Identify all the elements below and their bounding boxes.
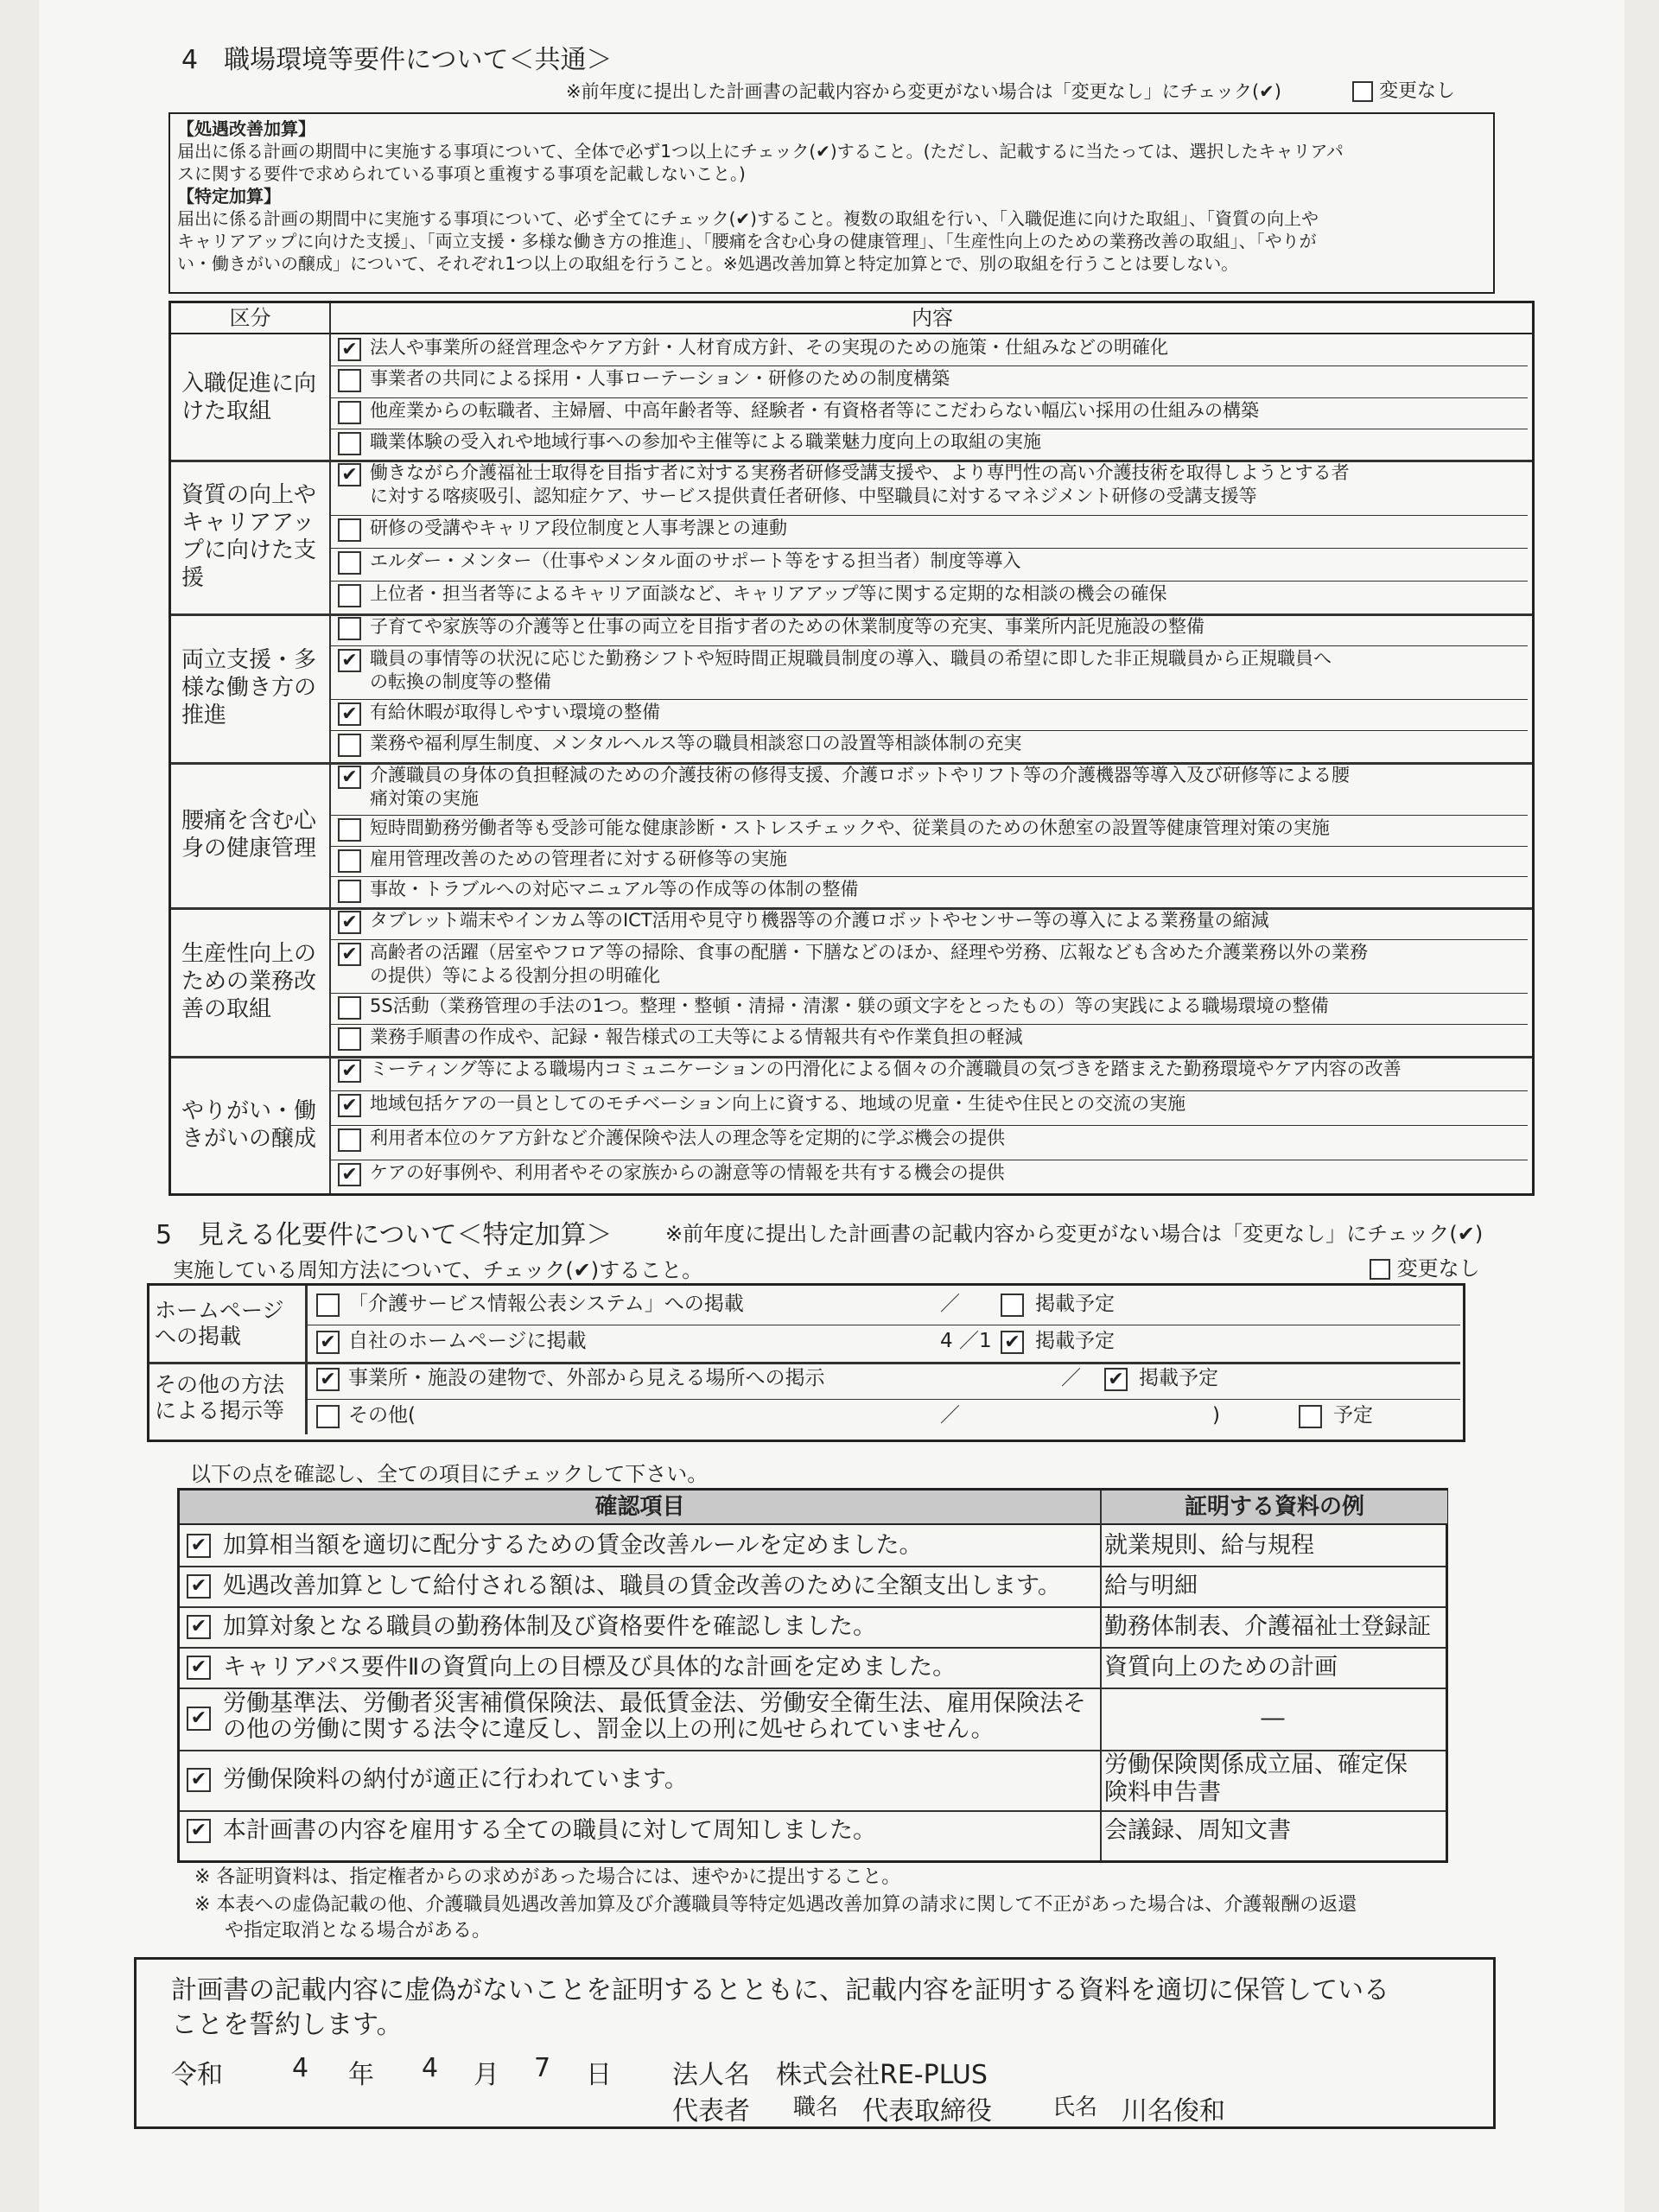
requirement-text (370, 517, 787, 540)
requirement-text-line: 事業者の共同による採用・人事ローテーション・研修のための制度構築 (370, 368, 950, 390)
requirement-row[interactable] (331, 365, 1528, 397)
plan-checkbox[interactable] (1001, 1294, 1024, 1317)
note-1: ※ 各証明資料は、指定権者からの求めがあった場合には、速やかに提出すること。 (194, 1866, 901, 1888)
visibility-row[interactable] (309, 1362, 1459, 1398)
requirement-row[interactable] (331, 645, 1528, 699)
requirement-text-line: ケアの好事例や、利用者やその家族からの謝意等の情報を共有する機会の提供 (370, 1162, 1005, 1183)
requirement-row[interactable] (331, 876, 1528, 907)
requirement-checkbox[interactable]: ✔ (338, 943, 361, 966)
note-2: ※ 本表への虚偽記載の他、介護職員処遇改善加算及び介護職員等特定処遇改善加算の請求に関して不正があった場合は、介護報酬の返還 (194, 1894, 1357, 1916)
instruction-heading: 【特定加算】 (177, 186, 281, 207)
month-value[interactable]: 4 (422, 2053, 439, 2083)
section4-title: 4 職場環境等要件について＜共通＞ (181, 45, 613, 75)
requirement-checkbox[interactable] (338, 849, 361, 873)
requirement-row[interactable] (331, 939, 1528, 993)
confirm-text (223, 1817, 876, 1845)
requirement-checkbox[interactable] (338, 584, 361, 607)
requirement-row[interactable] (331, 762, 1528, 815)
requirement-text-line: 上位者・担当者等によるキャリア面談など、キャリアアップ等に関する定期的な相談の機会の確保 (370, 583, 1167, 605)
requirement-checkbox[interactable] (338, 818, 361, 842)
date-field[interactable]: ／ (940, 1293, 960, 1315)
confirm-text-line: 労働基準法、労働者災害補償保険法、最低賃金法、労働安全衛生法、雇用保険法そ (223, 1690, 1086, 1717)
requirement-text (370, 1026, 1023, 1049)
requirement-text-line: 働きながら介護福祉士取得を目指す者に対する実務者研修受講支援や、より専門性の高い介護技術を取得しようとする者 (370, 462, 1350, 483)
requirement-checkbox[interactable]: ✔ (338, 463, 361, 486)
requirement-text (370, 461, 1350, 508)
note-2-cont: や指定取消となる場合がある。 (225, 1920, 492, 1942)
requirement-text-line: 高齢者の活躍（居室やフロア等の掃除、食事の配膳・下膳などのほか、経理や労務、広報なども含めた介護業務以外の業務 (370, 941, 1368, 963)
rep-name[interactable]: 川名俊和 (1122, 2096, 1225, 2126)
requirement-checkbox[interactable] (338, 1128, 361, 1152)
section5-no-change[interactable]: 変更なし (1370, 1251, 1480, 1281)
confirm-row[interactable] (180, 1566, 1100, 1606)
requirement-text (370, 1127, 1005, 1150)
no-change-checkbox[interactable] (1352, 81, 1373, 102)
evidence-doc (1104, 1654, 1441, 1681)
confirm-row[interactable] (180, 1647, 1100, 1688)
requirement-checkbox[interactable] (338, 518, 361, 542)
name-label: 氏名 (1052, 2094, 1098, 2120)
year-value[interactable]: 4 (292, 2053, 309, 2083)
confirm-row[interactable] (180, 1750, 1100, 1810)
date-field[interactable]: ／ (1061, 1367, 1081, 1389)
oath-text: ことを誓約します。 (171, 2010, 403, 2040)
requirement-text-line: 利用者本位のケア方針など介護保険や法人の理念等を定期的に学ぶ機会の提供 (370, 1128, 1005, 1148)
form-page (39, 0, 1624, 2212)
year-label: 年 (348, 2060, 374, 2090)
requirement-text (370, 430, 1041, 454)
confirmation-table (177, 1488, 1448, 1863)
requirement-text (370, 550, 1020, 573)
requirement-text-line: 地域包括ケアの一員としてのモチベーション向上に資する、地域の児童・生徒や住民との交流の実施 (370, 1093, 1186, 1114)
requirement-text (370, 995, 1329, 1018)
evidence-doc (1104, 1705, 1441, 1732)
category-label: 生産性向上のための業務改善の取組 (181, 941, 317, 1022)
requirement-checkbox[interactable]: ✔ (338, 911, 361, 934)
category-label: 両立支援・多様な働き方の推進 (181, 647, 317, 728)
requirement-checkbox[interactable] (338, 551, 361, 575)
rep-title[interactable]: 代表取締役 (862, 2096, 992, 2126)
confirm-text (223, 1573, 1061, 1600)
category-label: 資質の向上やキャリアアップに向けた支援 (181, 482, 317, 591)
evidence-doc-line: 給与明細 (1104, 1572, 1198, 1599)
section4-no-change[interactable]: 変更なし (1352, 76, 1455, 103)
confirm-text-line: キャリアパス要件Ⅱの資質向上の目標及び具体的な計画を定めました。 (223, 1653, 957, 1681)
evidence-doc-line: 会議録、周知文書 (1104, 1816, 1291, 1844)
requirement-text-line: 雇用管理改善のための管理者に対する研修等の実施 (370, 848, 787, 869)
requirement-text-line: エルダー・メンター（仕事やメンタル面のサポート等をする担当者）制度等導入 (370, 550, 1021, 572)
requirement-checkbox[interactable]: ✔ (338, 766, 361, 789)
requirement-row[interactable] (331, 429, 1528, 460)
requirement-row[interactable] (331, 1024, 1528, 1056)
col-docs-header: 証明する資料の例 (1100, 1491, 1447, 1525)
method-checkbox[interactable] (316, 1294, 340, 1317)
instruction-text: キャリアアップに向けた支援」、「両立支援・多様な働き方の推進」、「腰痛を含む心身の健康管理」、「生産性向上のための業務改善の取組」、「やりが (177, 231, 1317, 251)
requirement-text-line: 業務や福利厚生制度、メンタルヘルス等の職員相談窓口の設置等相談体制の充実 (370, 733, 1022, 754)
instruction-text: 届出に係る計画の期間中に実施する事項について、全体で必ず1つ以上にチェック(✔)すること。(ただし、記載するに当たっては、選択したキャリアパ (177, 141, 1344, 162)
evidence-doc (1104, 1613, 1441, 1641)
requirement-text (370, 367, 950, 391)
confirm-text (223, 1613, 876, 1641)
method-checkbox[interactable]: ✔ (316, 1331, 340, 1354)
section4-note: ※前年度に提出した計画書の記載内容から変更がない場合は「変更なし」にチェック(✔) (566, 81, 1281, 102)
requirement-checkbox[interactable] (338, 880, 361, 903)
requirement-text (370, 941, 1368, 988)
category-label: 入職促進に向けた取組 (181, 370, 317, 424)
requirement-checkbox[interactable]: ✔ (338, 1163, 361, 1186)
requirement-checkbox[interactable] (338, 401, 361, 424)
method-text: 事業所・施設の建物で、外部から見える場所への掲示 (348, 1367, 825, 1389)
section5-note: ※前年度に提出した計画書の記載内容から変更がない場合は「変更なし」にチェック(✔) (665, 1222, 1484, 1246)
requirement-checkbox[interactable]: ✔ (338, 338, 361, 361)
requirement-row[interactable] (331, 993, 1528, 1025)
requirement-text (370, 848, 787, 871)
plan-label: 予定 (1333, 1404, 1373, 1427)
requirement-checkbox[interactable] (338, 734, 361, 757)
evidence-doc-line: 就業規則、給与規程 (1104, 1531, 1314, 1559)
requirement-text (370, 1058, 1402, 1081)
requirement-row[interactable] (331, 397, 1528, 429)
requirement-checkbox[interactable] (338, 1027, 361, 1051)
evidence-doc-line: ― (1261, 1705, 1285, 1732)
corp-label: 法人名 (672, 2060, 750, 2090)
requirement-text-line: 職員の事情等の状況に応じた勤務シフトや短時間正規職員制度の導入、職員の希望に即した非正規職員から正規職員へ (370, 647, 1332, 669)
date-field[interactable]: 4 ／1 (940, 1330, 992, 1352)
requirement-text (370, 1161, 1005, 1185)
requirement-text (370, 615, 1205, 639)
visibility-row[interactable] (309, 1399, 1459, 1435)
visibility-row[interactable] (309, 1287, 1459, 1324)
title-label: 職名 (793, 2094, 839, 2120)
rep-label: 代表者 (672, 2096, 750, 2126)
confirm-row[interactable] (180, 1525, 1100, 1566)
requirement-row[interactable] (331, 815, 1528, 846)
confirm-checkbox[interactable]: ✔ (187, 1574, 211, 1599)
section5-subtitle: 実施している周知方法について、チェック(✔)すること。 (173, 1258, 703, 1282)
confirm-checkbox[interactable]: ✔ (187, 1534, 211, 1558)
requirement-row[interactable] (331, 699, 1528, 731)
plan-checkbox[interactable]: ✔ (1001, 1331, 1024, 1354)
requirement-text-line: 法人や事業所の経営理念やケア方針・人材育成方針、その実現のための施策・仕組みなどの明確化 (370, 337, 1168, 358)
evidence-doc (1104, 1751, 1441, 1807)
requirement-row[interactable] (331, 334, 1528, 365)
instruction-heading: 【処遇改善加算】 (177, 118, 315, 139)
category-other: その他の方法による掲示等 (155, 1372, 285, 1423)
confirm-checkbox[interactable]: ✔ (187, 1819, 211, 1843)
requirement-checkbox[interactable] (338, 617, 361, 640)
requirement-text-line: に対する喀痰吸引、認知症ケア、サービス提供責任者研修、中堅職員に対するマネジメント研修の受講支援等 (370, 486, 1257, 506)
confirm-checkbox[interactable]: ✔ (187, 1656, 211, 1680)
visibility-table (147, 1283, 1465, 1442)
requirement-text-line: タブレット端末やインカム等のICT活用や見守り機器等の介護ロボットやセンサー等の導入による業務量の縮減 (370, 910, 1269, 931)
confirm-checkbox[interactable]: ✔ (187, 1615, 211, 1639)
confirm-text (223, 1766, 688, 1794)
plan-label: 掲載予定 (1035, 1293, 1115, 1315)
section5-title: 5 見える化要件について＜特定加算＞ (156, 1220, 613, 1250)
confirm-text-line: 本計画書の内容を雇用する全ての職員に対して周知しました。 (223, 1816, 876, 1844)
method-text: その他( (348, 1404, 416, 1427)
requirement-checkbox[interactable]: ✔ (338, 1059, 361, 1083)
requirement-row[interactable] (331, 613, 1528, 645)
confirm-checkbox[interactable]: ✔ (187, 1768, 211, 1792)
requirement-text-line: 研修の受講やキャリア段位制度と人事考課との連動 (370, 518, 787, 539)
method-checkbox[interactable]: ✔ (316, 1368, 340, 1391)
visibility-row[interactable] (309, 1325, 1459, 1361)
instruction-text: 届出に係る計画の期間中に実施する事項について、必ず全てにチェック(✔)すること。複数の取組を行い、「入職促進に向けた取組」、「資質の向上や (177, 208, 1319, 229)
confirm-row[interactable] (180, 1606, 1100, 1647)
requirement-text-line: 痛対策の実施 (370, 788, 479, 809)
requirement-text-line: 有給休暇が取得しやすい環境の整備 (370, 701, 660, 722)
requirement-text (370, 1092, 1185, 1116)
plan-checkbox[interactable]: ✔ (1104, 1368, 1128, 1391)
workplace-requirements-table (168, 301, 1535, 1196)
requirement-text-line: 他産業からの転職者、主婦層、中高年齢者等、経験者・有資格者等にこだわらない幅広い採用の仕組みの構築 (370, 399, 1259, 421)
evidence-doc (1104, 1573, 1441, 1600)
confirm-intro: 以下の点を確認し、全ての項目にチェックして下さい。 (190, 1462, 709, 1486)
plan-label: 掲載予定 (1035, 1330, 1115, 1352)
instructions-box (168, 112, 1495, 294)
requirement-text-line: 子育てや家族等の介護等と仕事の両立を目指す者のための休業制度等の充実、事業所内託児施設の整備 (370, 616, 1205, 637)
requirement-text-line: 事故・トラブルへの対応マニュアル等の作成等の体制の整備 (370, 879, 859, 900)
requirement-row[interactable] (331, 730, 1528, 762)
requirement-row[interactable] (331, 846, 1528, 877)
confirm-text (223, 1654, 956, 1681)
plan-label: 掲載予定 (1139, 1367, 1218, 1389)
era: 令和 (171, 2060, 223, 2090)
requirement-text-line: ミーティング等による職場内コミュニケーションの円滑化による個々の介護職員の気づきを踏まえた勤務環境やケア内容の改善 (370, 1058, 1402, 1079)
col-content-header: 内容 (329, 303, 1534, 334)
requirement-text (370, 878, 858, 901)
requirement-text (370, 817, 1330, 840)
confirm-text-line: 加算対象となる職員の勤務体制及び資格要件を確認しました。 (223, 1612, 876, 1640)
confirm-text (223, 1691, 1086, 1743)
requirement-text (370, 701, 660, 724)
requirement-text (370, 582, 1167, 606)
evidence-doc-line: 勤務体制表、介護福祉士登録証 (1104, 1612, 1431, 1640)
corp-name[interactable]: 株式会社RE-PLUS (776, 2060, 988, 2090)
evidence-doc-line: 資質向上のための計画 (1104, 1653, 1338, 1681)
requirement-text (370, 732, 1022, 755)
requirement-row[interactable] (331, 460, 1528, 515)
requirement-checkbox[interactable] (338, 996, 361, 1020)
date-field[interactable]: ／ (940, 1404, 960, 1427)
requirement-checkbox[interactable] (338, 369, 361, 392)
day-label: 日 (586, 2060, 612, 2090)
method-text: 自社のホームページに掲載 (348, 1330, 587, 1352)
requirement-text (370, 336, 1168, 359)
requirement-text-line: 短時間勤務労働者等も受診可能な健康診断・ストレスチェックや、従業員のための休憩室の設置等健康管理対策の実施 (370, 817, 1330, 838)
category-homepage: ホームページへの掲載 (155, 1298, 284, 1349)
requirement-row[interactable] (331, 1160, 1528, 1194)
oath-text: 計画書の記載内容に虚偽がないことを証明するとともに、記載内容を証明する資料を適切に保管している (171, 1975, 1389, 2005)
instruction-text: スに関する要件で求められている事項と重複する事項を記載しないこと。) (177, 163, 746, 184)
confirm-text-line: 労働保険料の納付が適正に行われています。 (223, 1766, 688, 1793)
requirement-checkbox[interactable]: ✔ (338, 702, 361, 726)
day-value[interactable]: 7 (534, 2053, 551, 2083)
method-checkbox[interactable] (316, 1405, 340, 1428)
category-label: やりがい・働きがいの醸成 (181, 1098, 317, 1152)
requirement-text-line: の提供）等による役割分担の明確化 (370, 964, 660, 986)
requirement-text-line: の転換の制度等の整備 (370, 671, 551, 692)
requirement-row[interactable] (331, 907, 1528, 939)
requirement-row[interactable] (331, 1125, 1528, 1160)
requirement-text (370, 909, 1269, 932)
confirm-row[interactable] (180, 1810, 1100, 1851)
confirm-text-line: の他の労働に関する法令に違反し、罰金以上の刑に処せられていません。 (223, 1716, 995, 1743)
oath-box (134, 1957, 1496, 2129)
confirm-row[interactable] (180, 1688, 1100, 1750)
method-text: 「介護サービス情報公表システム」への掲載 (348, 1293, 744, 1315)
confirm-text-line: 処遇改善加算として給付される額は、職員の賃金改善のために全額支出します。 (223, 1572, 1061, 1599)
requirement-text (370, 764, 1350, 810)
requirement-row[interactable] (331, 548, 1528, 581)
requirement-checkbox[interactable] (338, 432, 361, 455)
evidence-doc-line: 労働保険関係成立届、確定保 (1104, 1751, 1408, 1778)
requirement-row[interactable] (331, 1056, 1528, 1090)
requirement-row[interactable] (331, 581, 1528, 613)
evidence-doc-line: 険料申告書 (1104, 1779, 1221, 1806)
category-label: 腰痛を含む心身の健康管理 (181, 808, 317, 861)
col-item-header: 確認項目 (180, 1491, 1100, 1525)
method-text-close: ) (1212, 1404, 1220, 1427)
requirement-text (370, 647, 1332, 694)
evidence-doc (1104, 1817, 1441, 1845)
confirm-text-line: 加算相当額を適切に配分するための賃金改善ルールを定めました。 (223, 1531, 923, 1559)
confirm-text (223, 1532, 922, 1560)
requirement-text-line: 職業体験の受入れや地域行事への参加や主催等による職業魅力度向上の取組の実施 (370, 430, 1041, 452)
month-label: 月 (474, 2060, 499, 2090)
plan-checkbox[interactable] (1299, 1405, 1322, 1428)
requirement-row[interactable] (331, 515, 1528, 548)
requirement-text-line: 業務手順書の作成や、記録・報告様式の工夫等による情報共有や作業負担の軽減 (370, 1027, 1023, 1048)
evidence-doc (1104, 1532, 1441, 1560)
requirement-text (370, 399, 1259, 423)
requirement-text-line: 5S活動（業務管理の手法の1つ。整理・整頓・清掃・清潔・躾の頭文字をとったもの）等の実践による職場環境の整備 (370, 995, 1329, 1016)
requirement-checkbox[interactable]: ✔ (338, 1094, 361, 1117)
confirm-checkbox[interactable]: ✔ (187, 1707, 211, 1731)
requirement-row[interactable] (331, 1090, 1528, 1125)
no-change-checkbox[interactable] (1370, 1259, 1390, 1280)
requirement-checkbox[interactable]: ✔ (338, 649, 361, 672)
instruction-text: い・働きがいの醸成」について、それぞれ1つ以上の取組を行うこと。※処遇改善加算と特定加算とで、別の取組を行うことは要しない。 (177, 253, 1239, 274)
col-category-header: 区分 (171, 303, 329, 334)
requirement-text-line: 介護職員の身体の負担軽減のための介護技術の修得支援、介護ロボットやリフト等の介護機器等導入及び研修等による腰 (370, 765, 1350, 785)
